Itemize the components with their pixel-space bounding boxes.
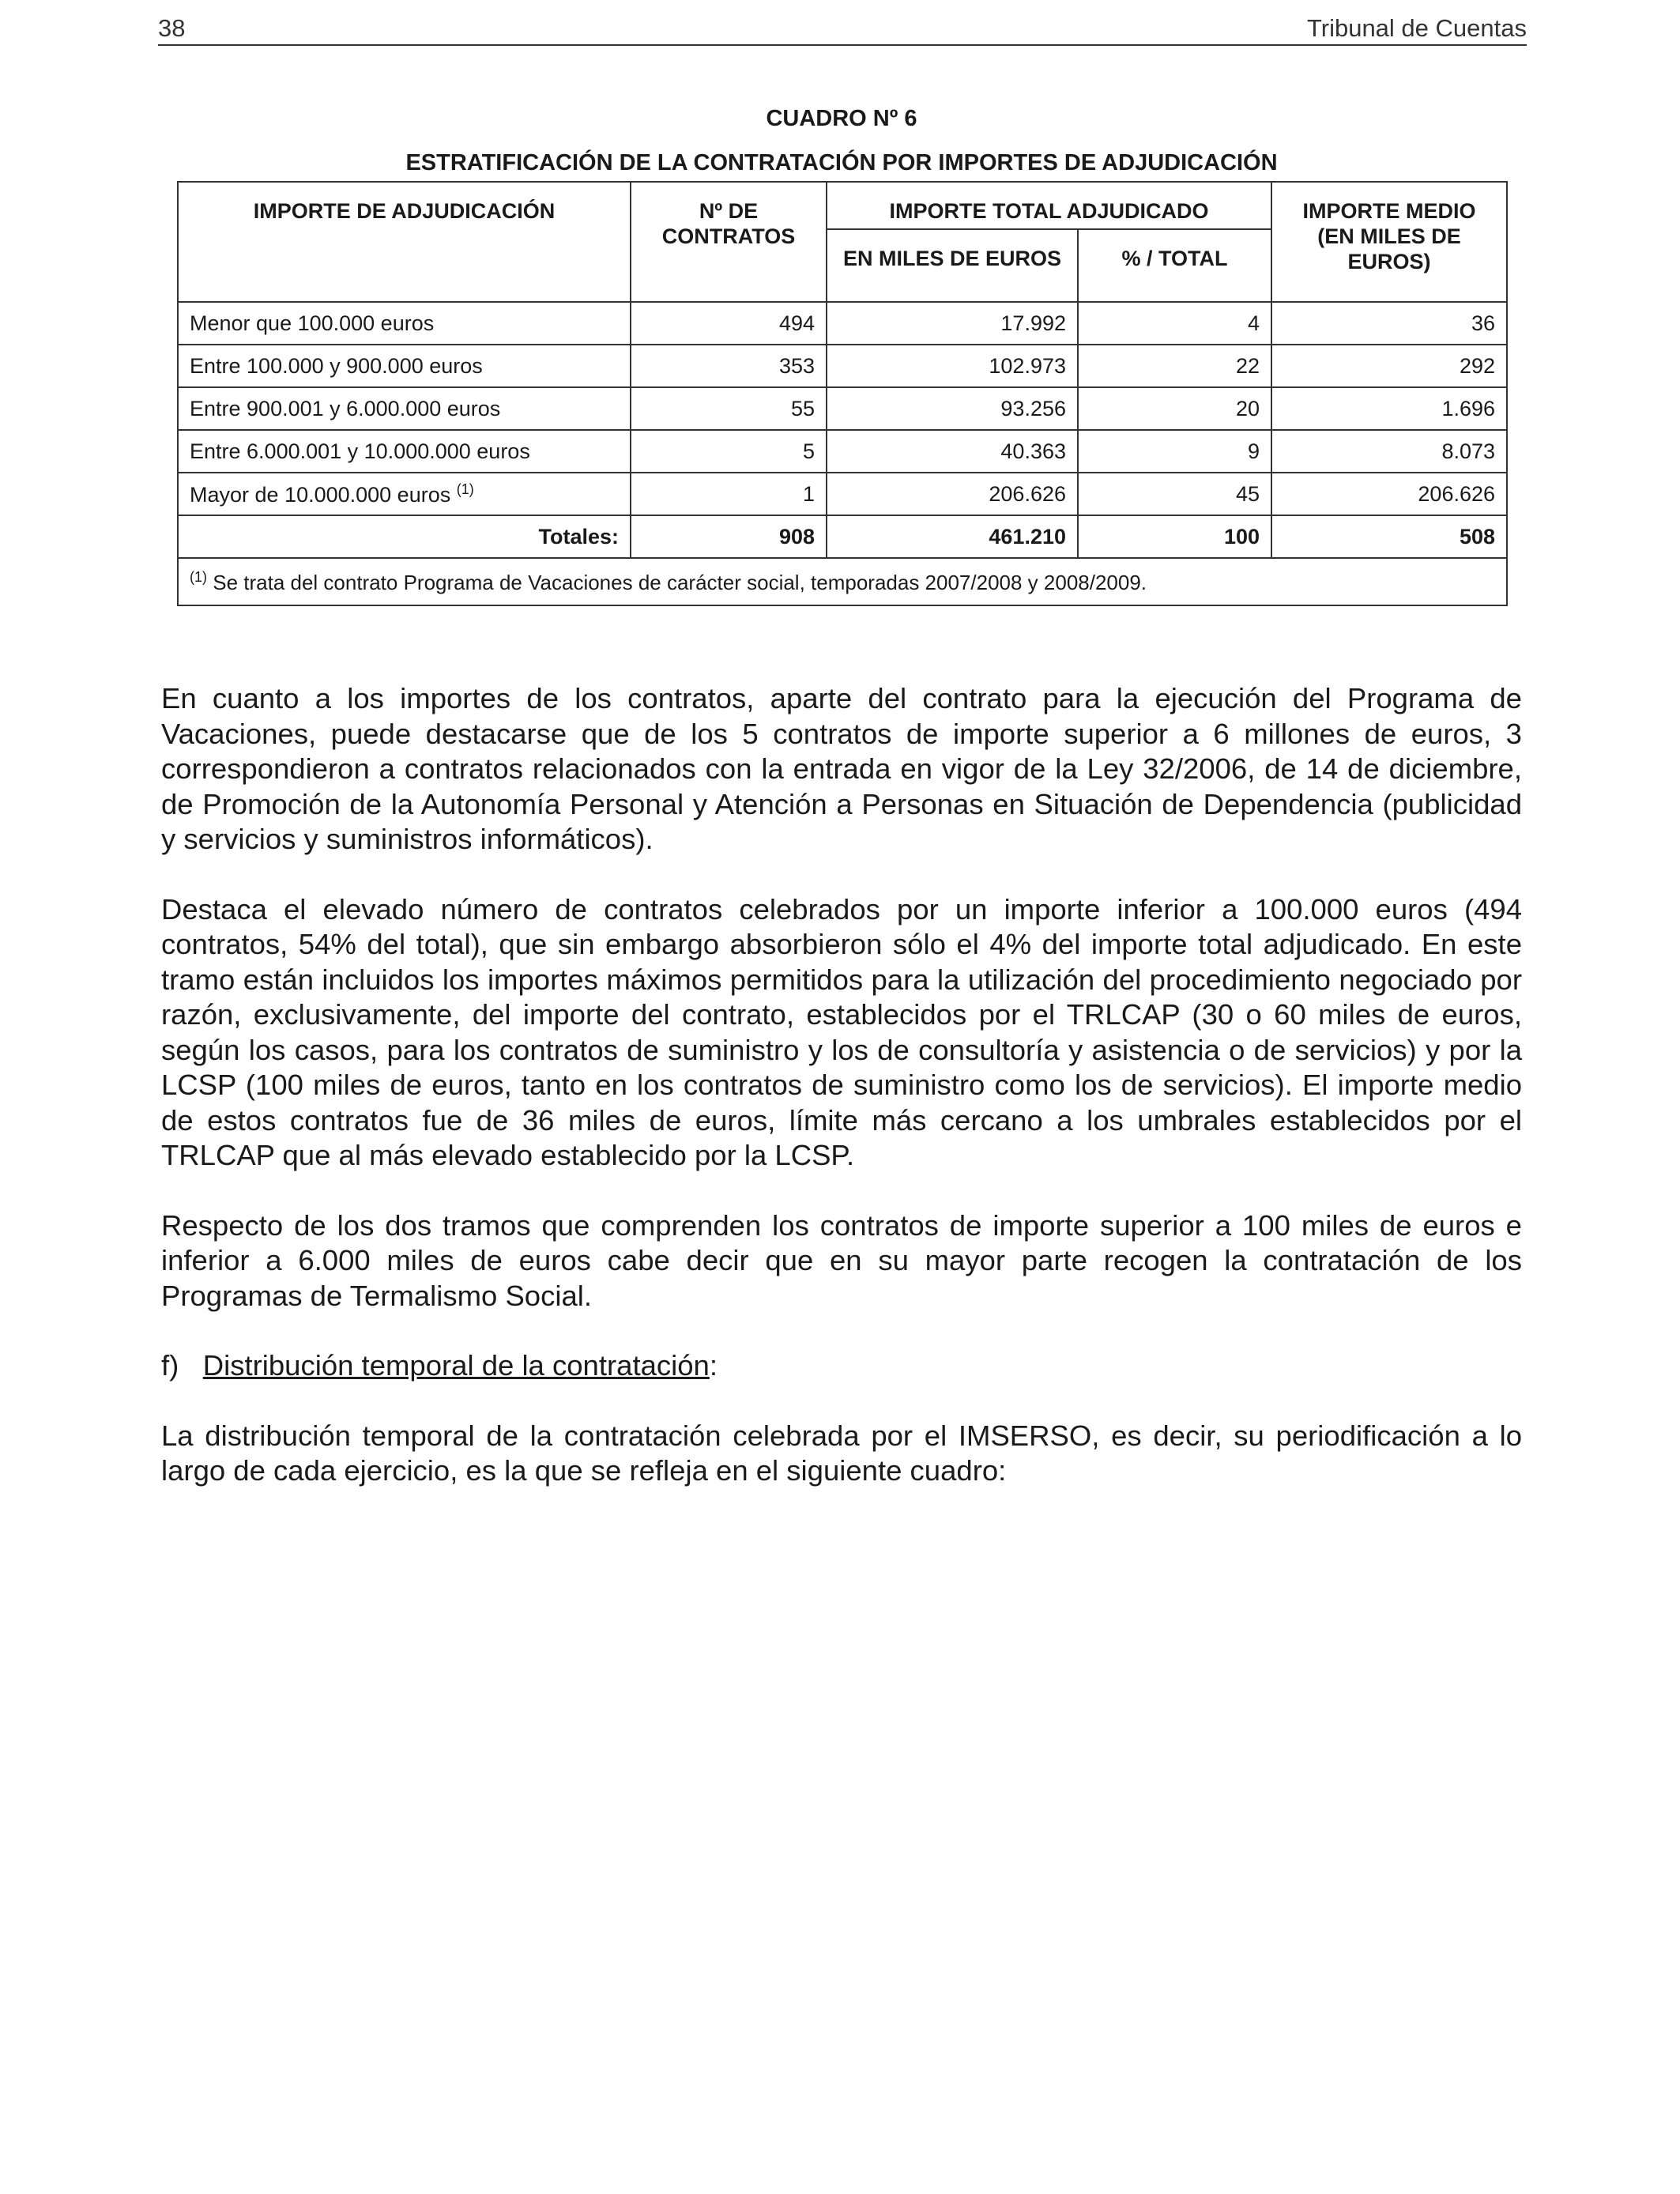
header-total: IMPORTE TOTAL ADJUDICADO [827, 182, 1271, 229]
row-label: Entre 900.001 y 6.000.000 euros [178, 387, 631, 430]
row-label: Entre 100.000 y 900.000 euros [178, 345, 631, 387]
paragraph: En cuanto a los importes de los contratos, aparte del contrato para la ejecución del Programa de Vacaciones, puede destacarse que de los 5 contratos de importe superior a 6 millones de euros, 3 correspondieron a contratos relacionados con la entrada en vigor de la Ley 32/2006, de 14 de diciembre, de Promoción de la Autonomía Personal y Atención a Personas en Situación de Dependencia (publicidad y servicios y suministros informáticos). [161, 682, 1522, 855]
row-label: Mayor de 10.000.000 euros $^{(1)}$ [178, 473, 631, 515]
total-medio: 508 [1271, 515, 1507, 558]
totals-label: Totales: [178, 515, 631, 558]
row-label: Entre 6.000.001 y 10.000.000 euros [178, 430, 631, 473]
cell-medio: 206.626 [1271, 473, 1507, 515]
cell-pct: 22 [1078, 345, 1271, 387]
table-row [178, 345, 1507, 387]
table-row [178, 430, 1507, 473]
table-title: ESTRATIFICACIÓN DE LA CONTRATACIÓN POR IMPORTES DE ADJUDICACIÓN [405, 150, 1278, 175]
table-row [178, 387, 1507, 430]
header-importe: IMPORTE DE ADJUDICACIÓN [178, 182, 631, 302]
cell-pct: 45 [1078, 473, 1271, 515]
section-heading: f) Distribución temporal de la contratación: [161, 1349, 718, 1382]
paragraph: Respecto de los dos tramos que comprenden los contratos de importe superior a 100 miles de euros e inferior a 6.000 miles de euros cabe decir que en su mayor parte recogen la contratación de los Programas de Termalismo Social. [161, 1208, 1522, 1312]
cell-contratos: 5 [631, 430, 827, 473]
total-pct: 100 [1078, 515, 1271, 558]
total-miles: 461.210 [827, 515, 1078, 558]
table-row [178, 302, 1507, 345]
cell-pct: 4 [1078, 302, 1271, 345]
table-row [178, 473, 1507, 515]
cell-miles: 17.992 [827, 302, 1078, 345]
cell-pct: 20 [1078, 387, 1271, 430]
footnote-mark: (1) [190, 568, 207, 585]
row-label: Menor que 100.000 euros [178, 302, 631, 345]
cell-miles: 40.363 [827, 430, 1078, 473]
cell-miles: 93.256 [827, 387, 1078, 430]
cell-contratos: 1 [631, 473, 827, 515]
total-contratos: 908 [631, 515, 827, 558]
body-text [161, 681, 1522, 1524]
cell-medio: 292 [1271, 345, 1507, 387]
header-num-contratos: Nº DE CONTRATOS [631, 182, 827, 302]
cell-miles: 102.973 [827, 345, 1078, 387]
cell-medio: 8.073 [1271, 430, 1507, 473]
cell-medio: 36 [1271, 302, 1507, 345]
paragraph: La distribución temporal de la contratación celebrada por el IMSERSO, es decir, su periodificación a lo largo de cada ejercicio, es la que se refleja en el siguiente cuadro: [161, 1419, 1522, 1487]
header-medio: IMPORTE MEDIO (EN MILES DE EUROS) [1271, 182, 1507, 302]
cell-contratos: 494 [631, 302, 827, 345]
page-header [158, 9, 1527, 46]
header-pct: % / TOTAL [1078, 229, 1271, 302]
footnote-ref: (1) [456, 481, 474, 497]
page-number: 38 [158, 14, 186, 42]
cell-medio: 1.696 [1271, 387, 1507, 430]
section-title: Distribución temporal de la contratación [202, 1349, 710, 1382]
paragraph: Destaca el elevado número de contratos celebrados por un importe inferior a 100.000 euros (494 contratos, 54% del total), que sin embargo absorbieron sólo el 4% del importe total adjudicado. En este tramo están incluidos los importes máximos permitidos para la utilización del procedimiento negociado por razón, exclusivamente, del importe del contrato, establecidos por el TRLCAP (30 o 60 miles de euros, según los casos, para los contratos de suministro y los de consultoría y asistencia o de servicios) y por la LCSP (100 miles de euros, tanto en los contratos de suministro como los de servicios). El importe medio de estos contratos fue de 36 miles de euros, límite más cercano a los umbrales establecidos por el TRLCAP que al más elevado establecido por la LCSP. [161, 892, 1522, 1171]
running-title: Tribunal de Cuentas [1306, 14, 1527, 42]
table-footnote: $^{(1)}$ Se trata del contrato Programa de Vacaciones de carácter social, temporadas 2007/2008 y 2008/2009. [178, 558, 1507, 605]
cell-miles: 206.626 [827, 473, 1078, 515]
cell-contratos: 353 [631, 345, 827, 387]
cell-pct: 9 [1078, 430, 1271, 473]
header-miles: EN MILES DE EUROS [827, 229, 1078, 302]
cell-contratos: 55 [631, 387, 827, 430]
totals-row [178, 515, 1507, 558]
stratification-table [177, 181, 1508, 606]
table-number: CUADRO Nº 6 [766, 106, 917, 131]
footnote-row [178, 558, 1507, 605]
